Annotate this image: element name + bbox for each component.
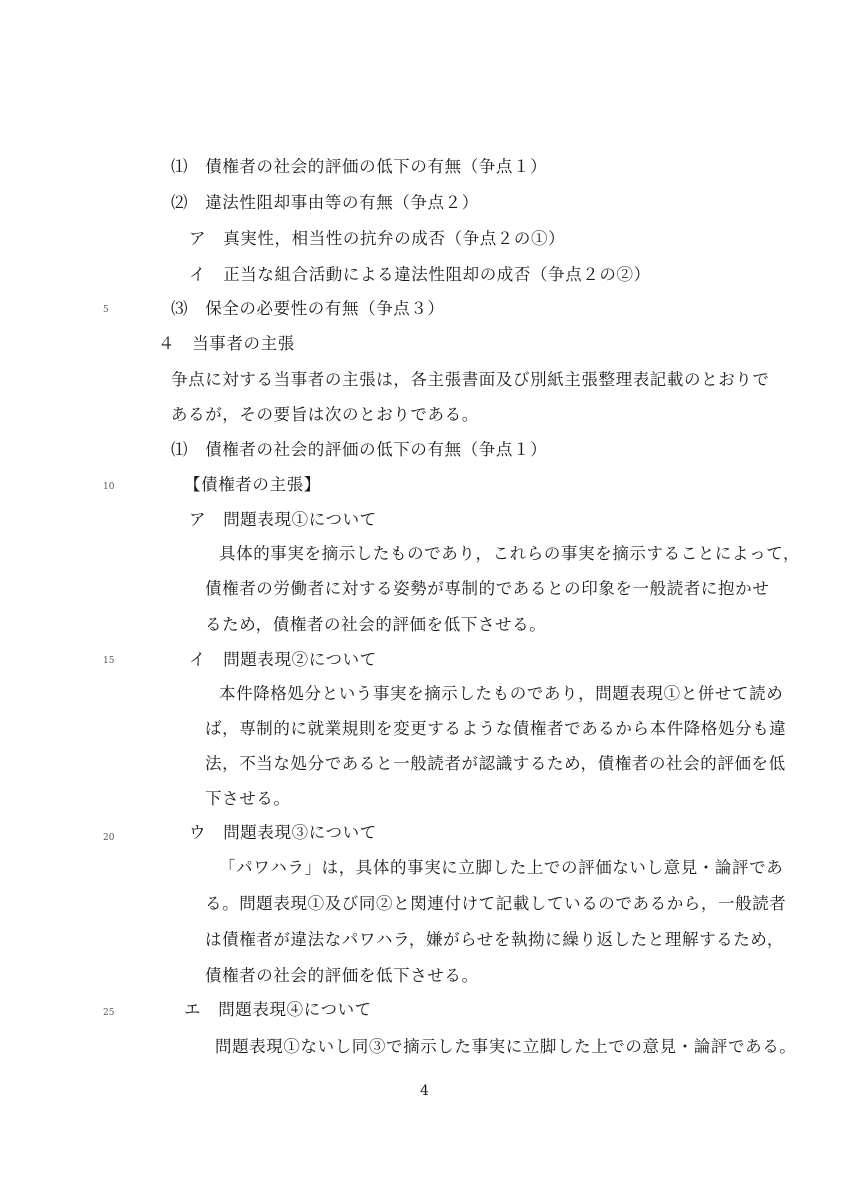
- text-line: ば，専制的に就業規則を変更するような債権者であるから本件降格処分も違: [205, 719, 787, 738]
- text-line: イ 問題表現②について: [189, 650, 377, 669]
- text-line: る。問題表現①及び同②と関連付けて記載しているのであるから，一般読者: [205, 894, 787, 913]
- text-line: るため，債権者の社会的評価を低下させる。: [205, 615, 547, 634]
- text-line: エ 問題表現④について: [184, 1000, 372, 1019]
- text-line: は債権者が違法なパワハラ，嫌がらせを執拗に繰り返したと理解するため，: [205, 930, 784, 949]
- text-line: 債権者の社会的評価を低下させる。: [205, 966, 479, 985]
- text-line: 争点に対する当事者の主張は，各主張書面及び別紙主張整理表記載のとおりで: [171, 370, 770, 389]
- text-line: イ 正当な組合活動による違法性阻却の成否（争点２の②）: [189, 265, 651, 284]
- line-number: 10: [103, 482, 115, 492]
- text-line: ウ 問題表現③について: [189, 823, 377, 842]
- text-line: 下させる。: [205, 789, 291, 808]
- text-line: 具体的事実を摘示したものであり，これらの事実を摘示することによって，: [219, 544, 801, 563]
- text-line: 債権者の労働者に対する姿勢が専制的であるとの印象を一般読者に抱かせ: [205, 579, 770, 598]
- page-number: 4: [420, 1083, 429, 1099]
- line-number: 20: [103, 833, 115, 843]
- text-line: 【債権者の主張】: [184, 475, 321, 494]
- text-line: ア 真実性，相当性の抗弁の成否（争点２の①）: [189, 229, 566, 248]
- text-line: あるが，その要旨は次のとおりである。: [171, 405, 479, 424]
- text-line: ⑴ 債権者の社会的評価の低下の有無（争点１）: [171, 440, 548, 459]
- line-number: 25: [103, 1008, 115, 1018]
- text-line: 「パワハラ」は，具体的事実に立脚した上での評価ないし意見・論評であ: [219, 858, 784, 877]
- text-line: ⑶ 保全の必要性の有無（争点３）: [171, 299, 445, 318]
- text-line: ⑵ 違法性阻却事由等の有無（争点２）: [171, 193, 479, 212]
- text-line: ア 問題表現①について: [189, 510, 377, 529]
- text-line: 問題表現①ないし同③で摘示した事実に立脚した上での意見・論評である。: [215, 1037, 797, 1056]
- text-line: 法，不当な処分であると一般読者が認識するため，債権者の社会的評価を低: [205, 754, 786, 773]
- line-number: 15: [103, 656, 115, 666]
- text-line: 本件降格処分という事実を摘示したものであり，問題表現①と併せて読め: [219, 684, 784, 703]
- section-heading: ４ 当事者の主張: [158, 334, 295, 353]
- line-number: 5: [103, 305, 109, 315]
- text-line: ⑴ 債権者の社会的評価の低下の有無（争点１）: [171, 157, 548, 176]
